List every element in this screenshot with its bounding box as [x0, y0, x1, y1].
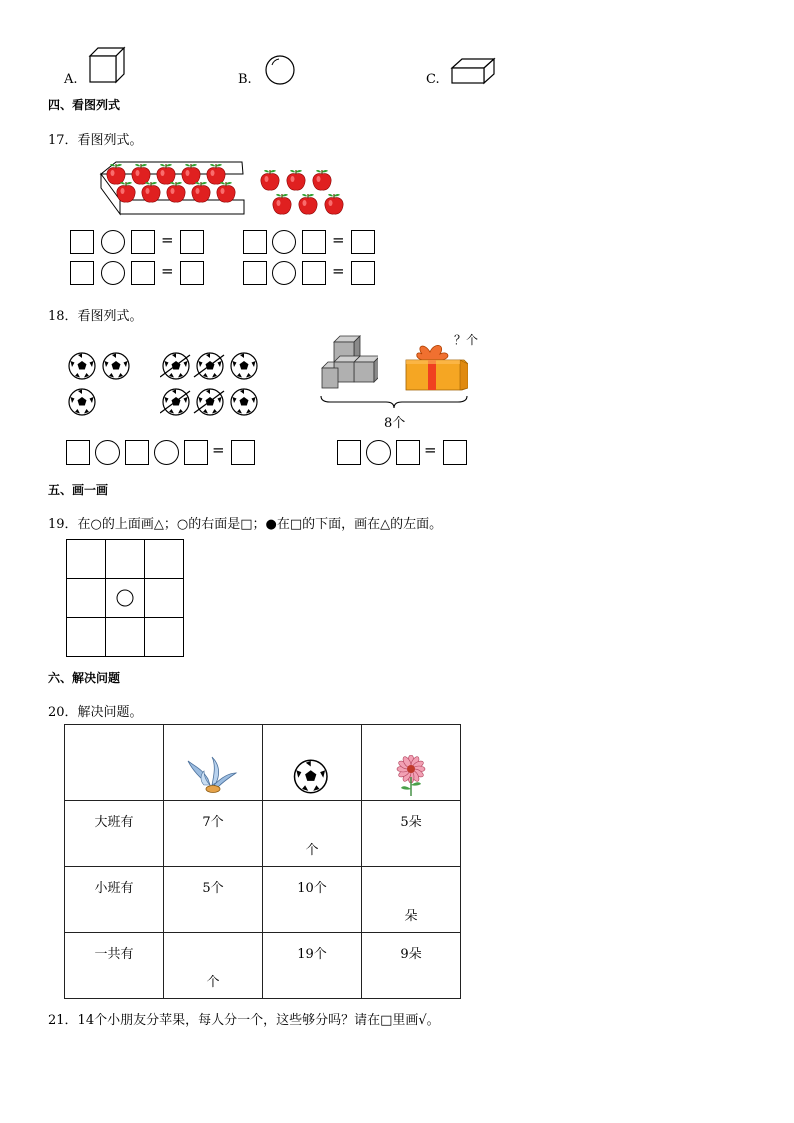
table-cell — [263, 867, 362, 933]
section-title: 六、解决问题 — [48, 671, 121, 685]
table-cell — [362, 933, 461, 999]
answer-box[interactable] — [131, 261, 155, 285]
cell-value: 19个 — [297, 947, 327, 962]
cell-unit: 个 — [305, 843, 319, 858]
answer-box[interactable] — [66, 440, 90, 465]
answer-box[interactable] — [443, 440, 467, 465]
row-label: 一共有 — [94, 947, 134, 962]
equals-sign: = — [332, 262, 345, 280]
cell-value: 9朵 — [400, 947, 422, 962]
operator-circle[interactable] — [154, 440, 179, 465]
gift-box-illustration — [402, 344, 468, 392]
operator-circle[interactable] — [272, 261, 296, 285]
cell-value: 5朵 — [400, 815, 422, 830]
answer-box[interactable] — [243, 261, 267, 285]
table-cell — [263, 933, 362, 999]
answer-box[interactable] — [302, 261, 326, 285]
answer-box[interactable] — [351, 261, 375, 285]
answer-box[interactable] — [396, 440, 420, 465]
table-header-row — [65, 725, 461, 801]
answer-box[interactable] — [180, 230, 204, 254]
option-c-label: C. — [426, 72, 440, 87]
question-20: 20．解决问题。 — [48, 705, 143, 720]
question-17: 17．看图列式。 — [48, 133, 143, 148]
table-cell[interactable] — [263, 801, 362, 867]
sphere-icon — [264, 54, 296, 86]
option-b-label: B. — [238, 72, 252, 87]
crossed-soccer-balls-group — [160, 350, 266, 420]
soccer-balls-group — [66, 350, 136, 420]
equals-sign: = — [212, 441, 225, 459]
answer-box[interactable] — [337, 440, 361, 465]
operator-circle[interactable] — [101, 261, 125, 285]
equals-sign: = — [424, 441, 437, 459]
total-count-label: 8个 — [384, 416, 406, 431]
answer-box[interactable] — [302, 230, 326, 254]
table-cell — [362, 801, 461, 867]
cell-value: 10个 — [297, 881, 327, 896]
row-label: 小班有 — [94, 881, 134, 896]
row-label-cell — [65, 867, 164, 933]
brace-icon — [318, 394, 470, 410]
cell-unit: 个 — [206, 975, 220, 990]
table-row — [65, 933, 461, 999]
shuttlecock-icon — [186, 755, 238, 795]
question-18: 18．看图列式。 — [48, 309, 143, 324]
cell-unit: 朵 — [404, 909, 418, 924]
answer-box[interactable] — [243, 230, 267, 254]
cuboid-icon — [450, 56, 496, 86]
unknown-count-label: ？个 — [454, 333, 479, 347]
table-cell[interactable] — [362, 867, 461, 933]
section-title: 四、看图列式 — [48, 98, 121, 112]
flower-icon — [394, 755, 428, 797]
answer-box[interactable] — [131, 230, 155, 254]
answer-box[interactable] — [70, 230, 94, 254]
cube-icon — [88, 46, 128, 84]
section-title: 五、画一画 — [48, 483, 109, 497]
operator-circle[interactable] — [366, 440, 391, 465]
table-header-cell — [164, 725, 263, 801]
operator-circle[interactable] — [272, 230, 296, 254]
equals-sign: = — [161, 231, 174, 249]
answer-box[interactable] — [184, 440, 208, 465]
cubes-stack-illustration — [318, 334, 378, 394]
table-row — [65, 801, 461, 867]
drawing-grid[interactable] — [66, 539, 185, 658]
operator-circle[interactable] — [101, 230, 125, 254]
row-label-cell — [65, 801, 164, 867]
option-a-label: A. — [64, 72, 78, 87]
answer-box[interactable] — [180, 261, 204, 285]
row-label-cell — [65, 933, 164, 999]
question-21: 21．14个小朋友分苹果，每人分一个，这些够分吗？请在□里画√。 — [48, 1013, 440, 1028]
data-table — [64, 724, 461, 999]
cell-value: 5个 — [202, 881, 224, 896]
table-corner-cell — [65, 725, 164, 801]
question-19: 19．在○的上面画△；○的右面是□；●在□的下面，画在△的左面。 — [48, 517, 443, 532]
answer-box[interactable] — [125, 440, 149, 465]
equals-sign: = — [161, 262, 174, 280]
soccer-ball-icon — [292, 759, 332, 795]
answer-box[interactable] — [351, 230, 375, 254]
row-label: 大班有 — [94, 815, 134, 830]
table-cell — [164, 867, 263, 933]
apple-tray-illustration — [96, 160, 256, 218]
operator-circle[interactable] — [95, 440, 120, 465]
table-row — [65, 867, 461, 933]
table-cell[interactable] — [164, 933, 263, 999]
answer-box[interactable] — [70, 261, 94, 285]
apples-group-illustration — [258, 166, 348, 218]
equals-sign: = — [332, 231, 345, 249]
table-header-cell — [362, 725, 461, 801]
table-cell — [164, 801, 263, 867]
table-header-cell — [263, 725, 362, 801]
cell-value: 7个 — [202, 815, 224, 830]
answer-box[interactable] — [231, 440, 255, 465]
